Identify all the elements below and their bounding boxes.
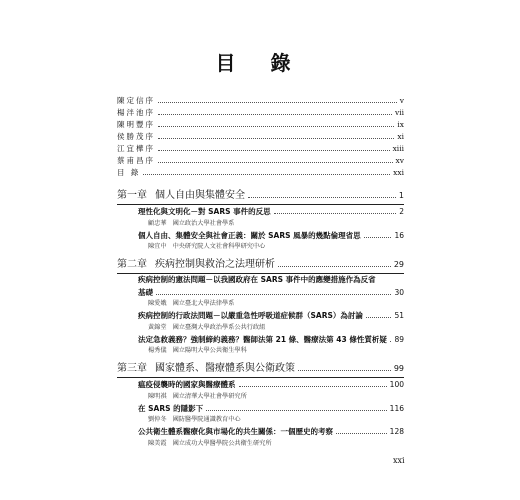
entry-title: 在 SARS 的隱影下 xyxy=(138,403,204,413)
preface-row[interactable] xyxy=(117,106,404,118)
dot-leader xyxy=(206,402,387,411)
preface-row[interactable] xyxy=(117,94,404,106)
preface-page: ix xyxy=(397,120,404,129)
chapter-number: 第一章 xyxy=(117,190,147,201)
page-number: xxi xyxy=(393,456,405,465)
entry-title-continued: 基礎 xyxy=(138,287,153,297)
chapter-page: 29 xyxy=(393,260,404,269)
chapter-page: 1 xyxy=(398,191,404,200)
toc-entry[interactable] xyxy=(138,274,404,309)
preface-page: xv xyxy=(395,156,404,165)
chapter-title: 疾病控制與救治之法理研析 xyxy=(155,259,275,270)
preface-row[interactable] xyxy=(117,154,404,166)
toc-entry[interactable] xyxy=(138,402,404,426)
chapter-heading[interactable] xyxy=(117,189,404,203)
entry-title: 法定急救義務？強制締約義務？醫師法第 21 條、醫療法第 43 條性質析疑 xyxy=(138,334,387,344)
author-affiliation: 國立成功大學醫學院公共衛生研究所 xyxy=(172,439,272,447)
dot-leader xyxy=(278,258,391,267)
chapter-heading[interactable] xyxy=(117,362,404,376)
entry-page: 16 xyxy=(394,230,404,240)
preface-row[interactable] xyxy=(117,118,404,130)
entry-page: 100 xyxy=(389,380,404,389)
dot-leader xyxy=(248,189,396,198)
chapter-number: 第二章 xyxy=(117,259,147,270)
toc-entry[interactable] xyxy=(138,205,404,229)
author-affiliation: 國防醫學院通識教育中心 xyxy=(172,416,241,423)
entry-page: 89 xyxy=(394,334,404,344)
toc-entry[interactable] xyxy=(138,333,404,357)
dot-leader xyxy=(336,425,387,434)
dot-leader xyxy=(156,286,391,295)
preface-row[interactable] xyxy=(117,130,404,142)
chapter-page: 99 xyxy=(393,364,404,373)
author-affiliation: 國立政治大學社會學系 xyxy=(172,219,235,227)
preface-label: 目 錄 xyxy=(117,168,141,177)
entry-page: 128 xyxy=(389,427,404,436)
dot-leader xyxy=(274,205,397,214)
author-name: 陳愛娥 xyxy=(148,300,167,307)
author-name: 陳宜中 xyxy=(148,243,167,250)
author-name: 楊秀儀 xyxy=(148,347,167,354)
preface-page: xxi xyxy=(393,168,404,177)
dot-leader xyxy=(158,130,394,139)
entry-title: 理性化與文明化－對 SARS 事件的反思 xyxy=(138,207,271,216)
preface-label: 蔡甫昌序 xyxy=(117,156,155,165)
dot-leader xyxy=(366,309,392,318)
chapter-title: 國家體系、醫療體系與公衛政策 xyxy=(155,363,295,374)
toc-entry[interactable] xyxy=(138,425,404,449)
toc-entry[interactable] xyxy=(138,229,404,253)
preface-list xyxy=(117,94,404,178)
entry-author-line xyxy=(148,298,404,309)
entry-author-line xyxy=(148,345,404,356)
author-name: 劉仲冬 xyxy=(148,416,167,423)
page-title: 目 錄 xyxy=(215,51,305,75)
entry-title: 瘟疫侵襲時的國家與醫療體系 xyxy=(138,380,236,389)
entry-page: 2 xyxy=(399,207,404,216)
author-name: 陳明祺 xyxy=(148,392,167,400)
chapter-list xyxy=(117,183,404,449)
entry-title: 疾病控制的行政法問題－以嚴重急性呼吸道症候群（SARS）為討論 xyxy=(138,311,363,320)
chapter-heading[interactable] xyxy=(117,258,404,272)
toc-entry[interactable] xyxy=(138,309,404,333)
dot-leader xyxy=(390,333,392,342)
entry-author-line xyxy=(148,414,404,425)
preface-page: v xyxy=(399,96,404,105)
entry-author-line xyxy=(148,438,404,449)
dot-leader xyxy=(158,94,397,103)
preface-row[interactable] xyxy=(117,166,404,178)
preface-label: 江宜樺序 xyxy=(117,144,155,153)
preface-row[interactable] xyxy=(117,142,404,154)
preface-page: xiii xyxy=(392,144,404,153)
dot-leader xyxy=(298,362,391,371)
dot-leader xyxy=(239,378,387,387)
preface-label: 楊泮池序 xyxy=(117,108,155,117)
entry-author-line xyxy=(148,391,404,402)
author-affiliation: 中央研究院人文社會科學研究中心 xyxy=(172,243,266,250)
entry-title: 疾病控制的憲法問題－以我國政府在 SARS 事件中的應變措施作為反省 xyxy=(138,275,376,284)
toc-entry[interactable] xyxy=(138,378,404,402)
chapter-title: 個人自由與集體安全 xyxy=(155,190,245,201)
entry-author-line xyxy=(148,322,404,333)
author-affiliation: 國立清華大學社會學研究所 xyxy=(172,392,247,400)
dot-leader xyxy=(158,142,390,151)
author-affiliation: 國立陽明大學公共衛生學科 xyxy=(172,347,247,354)
dot-leader xyxy=(143,166,390,175)
entry-page: 51 xyxy=(394,311,404,320)
entry-author-line xyxy=(148,218,404,229)
entry-title: 公共衛生體系醫療化與市場化的共生關係：一個歷史的考察 xyxy=(138,427,333,436)
author-name: 顧忠華 xyxy=(148,219,167,227)
author-affiliation: 國立臺北大學法律學系 xyxy=(172,300,235,307)
preface-label: 侯勝茂序 xyxy=(117,132,155,141)
entry-author-line xyxy=(148,241,404,252)
preface-page: xi xyxy=(397,132,404,141)
entry-page: 30 xyxy=(394,287,404,297)
author-affiliation: 國立臺灣大學政治學系公共行政組 xyxy=(172,323,266,331)
dot-leader xyxy=(364,229,392,238)
entry-page: 116 xyxy=(389,403,404,413)
entry-title: 個人自由、集體安全與社會正義：關於 SARS 風暴的幾點倫理省思 xyxy=(138,230,361,240)
dot-leader xyxy=(158,106,392,115)
dot-leader xyxy=(158,118,394,127)
preface-label: 陳明豐序 xyxy=(117,120,155,129)
author-name: 陳美霞 xyxy=(148,439,167,447)
author-name: 黃錦堂 xyxy=(148,323,167,331)
dot-leader xyxy=(158,154,393,163)
preface-page: vii xyxy=(394,108,404,117)
chapter-number: 第三章 xyxy=(117,363,147,374)
preface-label: 陳定信序 xyxy=(117,96,155,105)
